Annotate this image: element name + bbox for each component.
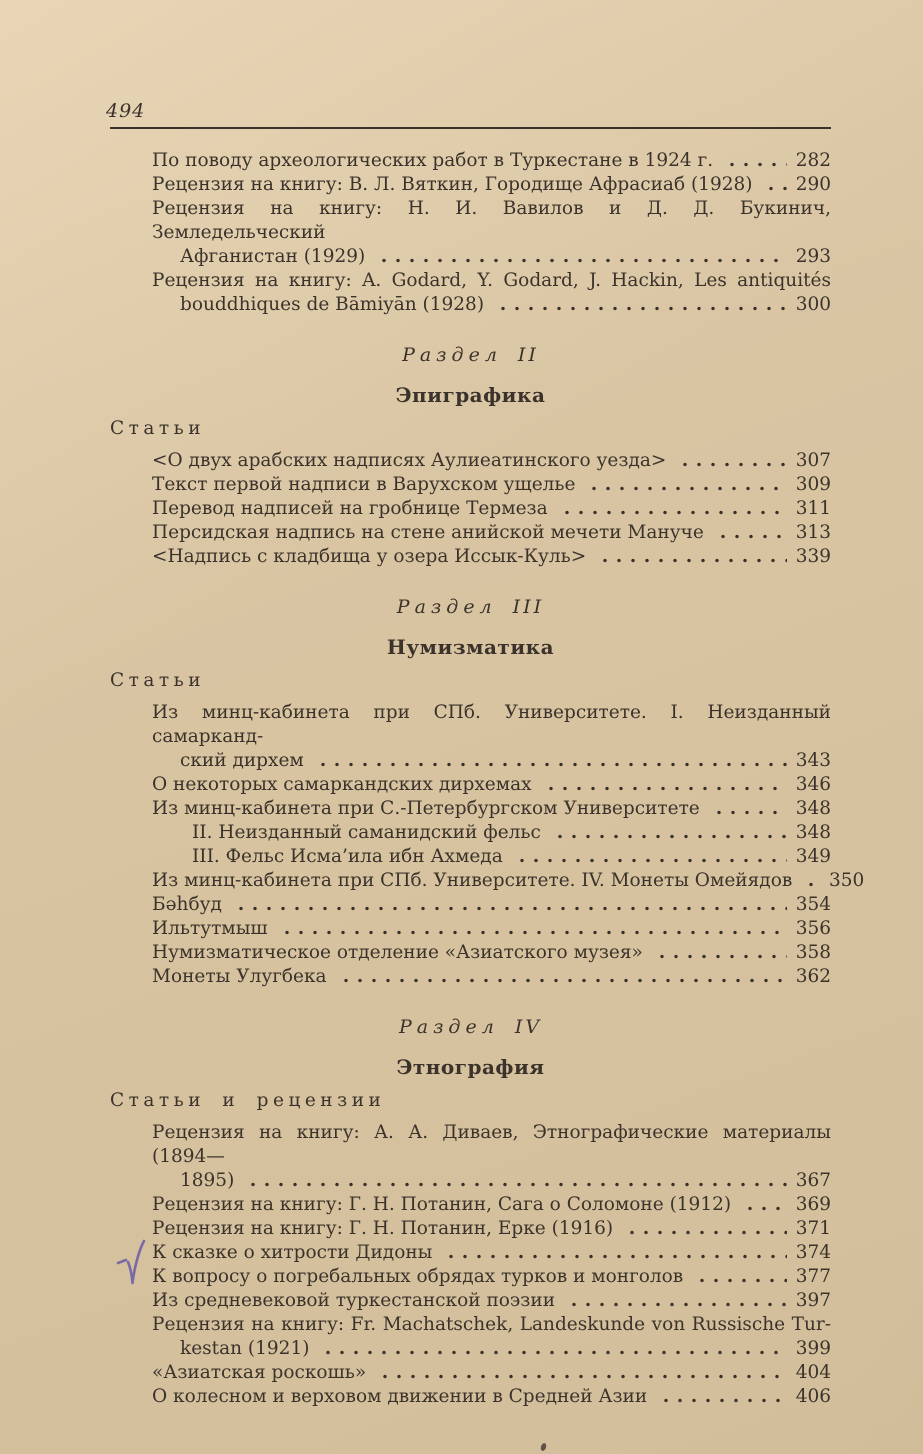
toc-section — [110, 147, 831, 317]
entry-row — [152, 1361, 831, 1385]
entry-row — [152, 245, 831, 269]
dot-leader — [657, 1385, 787, 1409]
dot-leader — [232, 893, 787, 917]
toc-entry — [152, 497, 831, 521]
dot-leader — [723, 149, 787, 173]
entry-page-number: 349 — [795, 846, 831, 867]
toc-entry — [152, 1361, 831, 1385]
entry-page-number: 367 — [795, 1170, 831, 1191]
entry-row — [152, 1193, 831, 1217]
entry-text: ский дирхем — [180, 750, 304, 771]
entry-row — [152, 1241, 831, 1265]
toc-entry — [152, 545, 831, 569]
entry-row — [152, 821, 831, 845]
toc-entry — [152, 149, 831, 173]
entry-text: II. Неизданный саманидский фельс — [192, 822, 541, 843]
toc-entry — [152, 521, 831, 545]
entry-row — [152, 449, 831, 473]
entry-text: Афганистан (1929) — [180, 246, 366, 267]
entry-text: Рецензия на книгу: Г. Н. Потанин, Сага о Соломоне (1912) — [152, 1194, 732, 1215]
dot-leader — [710, 797, 787, 821]
toc-entry — [152, 965, 831, 989]
toc-entry — [152, 917, 831, 941]
entry-row — [152, 917, 831, 941]
entry-page-number: 371 — [795, 1218, 831, 1239]
entry-list — [152, 449, 831, 569]
entry-page-number: 300 — [795, 294, 831, 315]
entry-row — [152, 893, 831, 917]
ink-speck — [540, 1442, 547, 1451]
entry-row — [152, 845, 831, 869]
table-of-contents — [110, 147, 865, 1409]
toc-entry — [152, 701, 831, 773]
entry-row — [152, 749, 831, 773]
dot-leader — [376, 1361, 787, 1385]
entry-text: Из средневековой туркестанской поэзии — [152, 1290, 556, 1311]
entry-page-number: 346 — [795, 774, 831, 795]
entry-text: Рецензия на книгу: В. Л. Вяткин, Городище Афрасиаб (1928) — [152, 174, 753, 195]
dot-leader — [494, 293, 787, 317]
dot-leader — [442, 1241, 787, 1265]
section-title: Эпиграфика — [395, 383, 546, 407]
entry-page-number: 377 — [795, 1266, 831, 1287]
toc-entry — [152, 1313, 831, 1361]
entry-page-number: 369 — [795, 1194, 831, 1215]
entry-text: Текст первой надписи в Варухском ущелье — [152, 474, 576, 495]
toc-entry — [152, 449, 831, 473]
dot-leader — [513, 845, 787, 869]
entry-list — [152, 147, 831, 317]
section-group-label: Статьи и рецензии — [110, 1090, 386, 1111]
toc-entry — [152, 821, 831, 845]
dot-leader — [314, 749, 787, 773]
entry-row — [152, 1385, 831, 1409]
handwritten-checkmark — [116, 1239, 150, 1291]
entry-first-line: Рецензия на книгу: Н. И. Вавилов и Д. Д. Букинич, Земледельческий — [152, 198, 831, 243]
section-label — [110, 1015, 831, 1039]
toc-entry — [152, 1265, 831, 1289]
section-group-label: Статьи — [110, 418, 206, 439]
toc-entry — [152, 797, 831, 821]
dot-leader — [762, 173, 787, 197]
entry-row — [152, 1289, 831, 1313]
entry-row — [152, 173, 831, 197]
entry-row — [152, 797, 831, 821]
entry-page-number: 358 — [795, 942, 831, 963]
toc-entry — [152, 269, 831, 317]
entry-row — [152, 497, 831, 521]
toc-entry — [152, 1193, 831, 1217]
dot-leader — [375, 245, 787, 269]
entry-page-number: 343 — [795, 750, 831, 771]
entry-text: Рецензия на книгу: Г. Н. Потанин, Ерке (1916) — [152, 1218, 614, 1239]
entry-text: kestan (1921) — [180, 1338, 310, 1359]
section-title: Этнография — [396, 1055, 545, 1079]
entry-row — [152, 1169, 831, 1193]
toc-entry — [152, 773, 831, 797]
folio-number: 494 — [106, 100, 146, 122]
entry-row — [152, 149, 831, 173]
entry-text: III. Фельс Исма’ила ибн Ахмеда — [192, 846, 503, 867]
section-title: Нумизматика — [386, 635, 555, 659]
dot-leader — [244, 1169, 787, 1193]
entry-page-number: 309 — [795, 474, 831, 495]
section-label — [110, 343, 831, 367]
entry-text: bouddhiques de Bāmiyān (1928) — [180, 294, 485, 315]
toc-entry — [152, 1241, 831, 1265]
toc-entry — [152, 197, 831, 269]
section-label-numeral: III — [512, 596, 545, 618]
dot-leader — [278, 917, 787, 941]
entry-row — [152, 869, 865, 893]
entry-page-number: 404 — [795, 1362, 831, 1383]
section-label-numeral: IV — [514, 1016, 543, 1038]
entry-page-number: 311 — [795, 498, 831, 519]
dot-leader — [585, 473, 787, 497]
entry-page-number: 354 — [795, 894, 831, 915]
toc-entry — [152, 1289, 831, 1313]
entry-row — [152, 773, 831, 797]
toc-entry — [152, 893, 831, 917]
entry-text: Из минц-кабинета при СПб. Университете. IV. Монеты Омейядов — [152, 870, 793, 891]
entry-page-number: 307 — [795, 450, 831, 471]
toc-entry — [152, 473, 831, 497]
entry-page-number: 313 — [795, 522, 831, 543]
dot-leader — [623, 1217, 787, 1241]
entry-row — [152, 941, 831, 965]
entry-first-line: Рецензия на книгу: Fr. Machatschek, Landeskunde von Russische Tur- — [152, 1314, 831, 1335]
entry-first-line: Рецензия на книгу: А. А. Диваев, Этнографические материалы (1894— — [152, 1122, 831, 1167]
toc-entry — [152, 869, 865, 893]
entry-text: О колесном и верховом движении в Средней Азии — [152, 1386, 648, 1407]
dot-leader — [558, 497, 787, 521]
entry-text: Из минц-кабинета при С.-Петербургском Университете — [152, 798, 700, 819]
dot-leader — [802, 869, 820, 893]
entry-text: Монеты Улугбека — [152, 966, 327, 987]
entry-list — [152, 1121, 831, 1409]
dot-leader — [337, 965, 787, 989]
entry-page-number: 293 — [795, 246, 831, 267]
dot-leader — [565, 1289, 787, 1313]
entry-row — [152, 521, 831, 545]
entry-page-number: 399 — [795, 1338, 831, 1359]
entry-text: О некоторых самаркандских дирхемах — [152, 774, 532, 795]
toc-section — [110, 595, 865, 989]
entry-text: Бәһбуд — [152, 894, 222, 915]
toc-entry — [152, 1385, 831, 1409]
dot-leader — [319, 1337, 787, 1361]
toc-entry — [152, 845, 831, 869]
entry-page-number: 356 — [795, 918, 831, 939]
toc-entry — [152, 173, 831, 197]
entry-page-number: 282 — [795, 150, 831, 171]
entry-row — [152, 1217, 831, 1241]
dot-leader — [596, 545, 787, 569]
toc-entry — [152, 1217, 831, 1241]
section-label-word: Раздел — [398, 1016, 499, 1038]
entry-text: <О двух арабских надписях Аулиеатинского уезда> — [152, 450, 667, 471]
entry-page-number: 290 — [795, 174, 831, 195]
entry-page-number: 348 — [795, 798, 831, 819]
entry-text: Нумизматическое отделение «Азиатского музея» — [152, 942, 643, 963]
dot-leader — [676, 449, 787, 473]
entry-row — [152, 965, 831, 989]
dot-leader — [551, 821, 787, 845]
entry-row — [152, 293, 831, 317]
entry-row — [152, 545, 831, 569]
section-label-word: Раздел — [396, 596, 497, 618]
entry-text: По поводу археологических работ в Туркестане в 1924 г. — [152, 150, 714, 171]
section-label — [110, 595, 831, 619]
entry-text: «Азиатская роскошь» — [152, 1362, 367, 1383]
entry-list — [152, 701, 865, 989]
entry-row — [152, 1337, 831, 1361]
dot-leader — [714, 521, 787, 545]
entry-text: Персидская надпись на стене анийской мечети Мануче — [152, 522, 704, 543]
dot-leader — [653, 941, 787, 965]
entry-row — [152, 1265, 831, 1289]
toc-entry — [152, 941, 831, 965]
entry-page-number: 397 — [795, 1290, 831, 1311]
toc-entry — [152, 1121, 831, 1193]
section-label-word: Раздел — [402, 344, 502, 366]
entry-first-line: Рецензия на книгу: A. Godard, Y. Godard, J. Hackin, Les antiquités — [152, 270, 831, 291]
entry-first-line: Из минц-кабинета при СПб. Университете. I. Неизданный самарканд- — [152, 702, 831, 747]
entry-page-number: 348 — [795, 822, 831, 843]
entry-text: Ильтутмыш — [152, 918, 268, 939]
entry-text: К сказке о хитрости Дидоны — [152, 1242, 433, 1263]
entry-page-number: 362 — [795, 966, 831, 987]
entry-text: 1895) — [180, 1170, 235, 1191]
section-label-numeral: II — [517, 344, 539, 366]
section-group-label: Статьи — [110, 670, 206, 691]
entry-page-number: 406 — [795, 1386, 831, 1407]
entry-text: Перевод надписей на гробнице Термеза — [152, 498, 548, 519]
entry-page-number: 339 — [795, 546, 831, 567]
entry-text: <Надпись с кладбища у озера Иссык-Куль> — [152, 546, 587, 567]
toc-section — [110, 1015, 831, 1409]
entry-page-number: 374 — [795, 1242, 831, 1263]
dot-leader — [542, 773, 787, 797]
toc-section — [110, 343, 831, 569]
dot-leader — [741, 1193, 787, 1217]
dot-leader — [693, 1265, 787, 1289]
entry-text: К вопросу о погребальных обрядах турков и монголов — [152, 1266, 684, 1287]
entry-page-number: 350 — [828, 870, 865, 891]
header-rule — [110, 127, 831, 129]
entry-row — [152, 473, 831, 497]
